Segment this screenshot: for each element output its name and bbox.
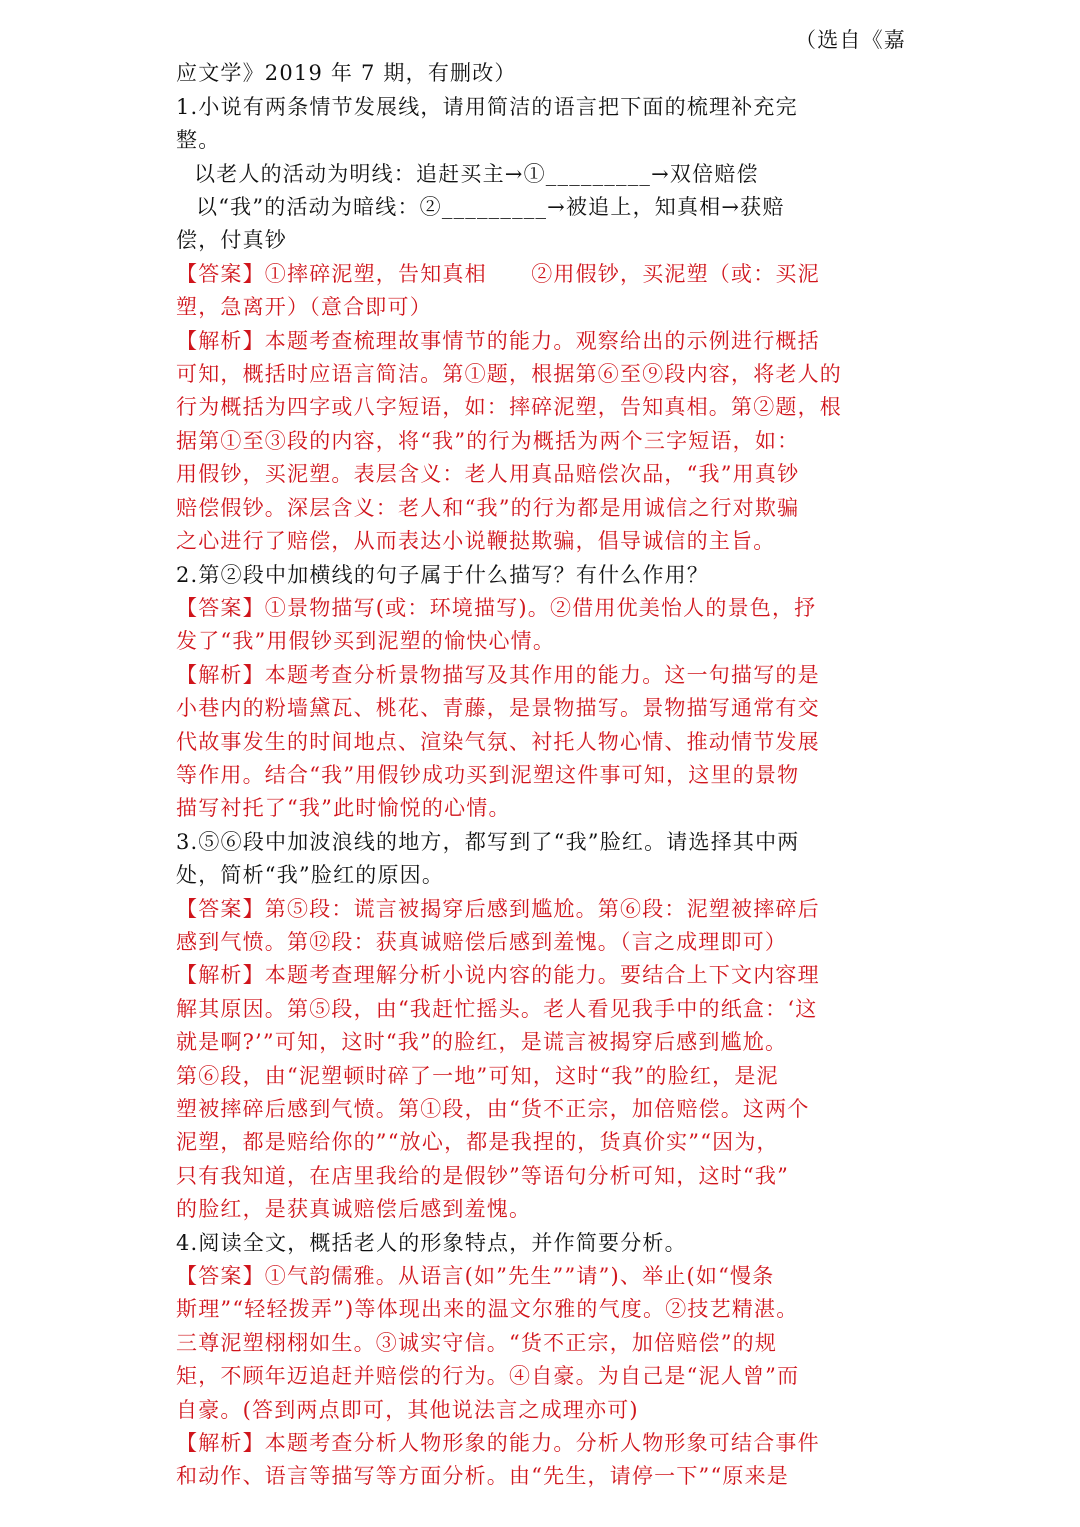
q2-analysis-line: 小巷内的粉墙黛瓦、桃花、青藤，是景物描写。景物描写通常有交 [176,696,820,721]
q3-question-line: 处，简析“我”脸红的原因。 [176,863,445,888]
q2-question-line: 2.第②段中加横线的句子属于什么描写？有什么作用？ [176,562,710,587]
q3-analysis-line: 第⑥段，由“泥塑顿时碎了一地”可知，这时“我”的脸红，是泥 [176,1063,779,1088]
q4-answer-line: 斯理”“轻轻拨弄”)等体现出来的温文尔雅的气度。②技艺精湛。 [176,1297,799,1322]
q1-analysis-line: 之心进行了赔偿，从而表达小说鞭挞欺骗，倡导诚信的主旨。 [176,529,776,554]
q1-analysis-line: 用假钞，买泥塑。表层含义：老人用真品赔偿次品，“我”用真钞 [176,462,800,487]
q1-answer-line: 【答案】①摔碎泥塑，告知真相 ②用假钞，买泥塑（或：买泥 [176,261,820,286]
q3-analysis-line: 就是啊?’”可知，这时“我”的脸红，是谎言被揭穿后感到尴尬。 [176,1030,788,1055]
q3-analysis-line: 解其原因。第⑤段，由“我赶忙摇头。老人看见我手中的纸盒：‘这 [176,996,818,1021]
q3-analysis-line: 塑被摔碎后感到气愤。第①段，由“货不正宗，加倍赔偿。这两个 [176,1097,810,1121]
q1-analysis-line: 可知，概括时应语言简洁。第①题，根据第⑥至⑨段内容，将老人的 [176,362,842,387]
q1-clue-dark-line: 偿，付真钞 [176,228,287,253]
q1-analysis-line: 据第①至③段的内容，将“我”的行为概括为两个三字短语，如： [176,428,800,453]
q3-question-line: 3.⑤⑥段中加波浪线的地方，都写到了“我”脸红。请选择其中两 [176,829,800,854]
q4-answer-line: 矩，不顾年迈追赶并赔偿的行为。④自豪。为自己是“泥人曾”而 [176,1364,800,1389]
q1-answer-line: 塑，急离开）（意合即可） [176,295,432,320]
source-line-1: （选自《嘉 [795,28,906,52]
q1-analysis-line: 行为概括为四字或八字短语，如：摔碎泥塑，告知真相。第②题，根 [176,395,842,420]
q2-answer-line: 发了“我”用假钞买到泥塑的愉快心情。 [176,629,556,654]
q3-analysis-line: 只有我知道，在店里我给的是假钞”等语句分析可知，这时“我” [176,1163,790,1188]
q3-answer-line: 感到气愤。第⑫段：获真诚赔偿后感到羞愧。（言之成理即可） [176,929,788,954]
q3-analysis-line: 泥塑，都是赔给你的”“放心，都是我捏的，货真价实”“因为， [176,1130,779,1155]
q2-analysis-line: 代故事发生的时间地点、渲染气氛、衬托人物心情、推动情节发展 [176,729,820,754]
q1-clue-bright-line: 以老人的活动为明线：追赶买主→①_________→双倍赔偿 [194,161,759,186]
document-body [176,24,906,1494]
q1-analysis-line: 赔偿假钞。深层含义：老人和“我”的行为都是用诚信之行对欺骗 [176,495,800,520]
q2-analysis-line: 等作用。结合“我”用假钞成功买到泥塑这件事可知，这里的景物 [176,762,800,787]
q1-question-line: 1.小说有两条情节发展线，请用简洁的语言把下面的梳理补充完 [176,94,798,119]
q4-answer-line: 三尊泥塑栩栩如生。③诚实守信。“货不正宗，加倍赔偿”的规 [176,1330,778,1355]
q2-analysis-line: 【解析】本题考查分析景物描写及其作用的能力。这一句描写的是 [176,662,820,687]
q1-question-line: 整。 [176,128,221,153]
q1-analysis-line: 【解析】本题考查梳理故事情节的能力。观察给出的示例进行概括 [176,328,820,353]
q3-analysis-line: 【解析】本题考查理解分析小说内容的能力。要结合上下文内容理 [176,963,820,988]
source-line-2: 应文学》2019 年 7 期，有删改） [176,61,517,86]
q2-answer-line: 【答案】①景物描写(或：环境描写)。②借用优美怡人的景色，抒 [176,595,817,620]
q4-answer-line: 自豪。(答到两点即可，其他说法言之成理亦可) [176,1397,639,1422]
q2-analysis-line: 描写衬托了“我”此时愉悦的心情。 [176,796,511,821]
q4-analysis-line: 【解析】本题考查分析人物形象的能力。分析人物形象可结合事件 [176,1431,820,1456]
q3-analysis-line: 的脸红，是获真诚赔偿后感到羞愧。 [176,1197,532,1222]
q4-analysis-line: 和动作、语言等描写等方面分析。由“先生，请停一下”“原来是 [176,1464,790,1489]
q3-answer-line: 【答案】第⑤段：谎言被揭穿后感到尴尬。第⑥段：泥塑被摔碎后 [176,896,820,921]
q4-question-line: 4.阅读全文，概括老人的形象特点，并作简要分析。 [176,1230,687,1255]
q1-clue-dark-line: 以“我”的活动为暗线：②_________→被追上，知真相→获赔 [196,195,785,220]
q4-answer-line: 【答案】①气韵儒雅。从语言(如”先生””请”)、举止(如“慢条 [176,1264,775,1289]
